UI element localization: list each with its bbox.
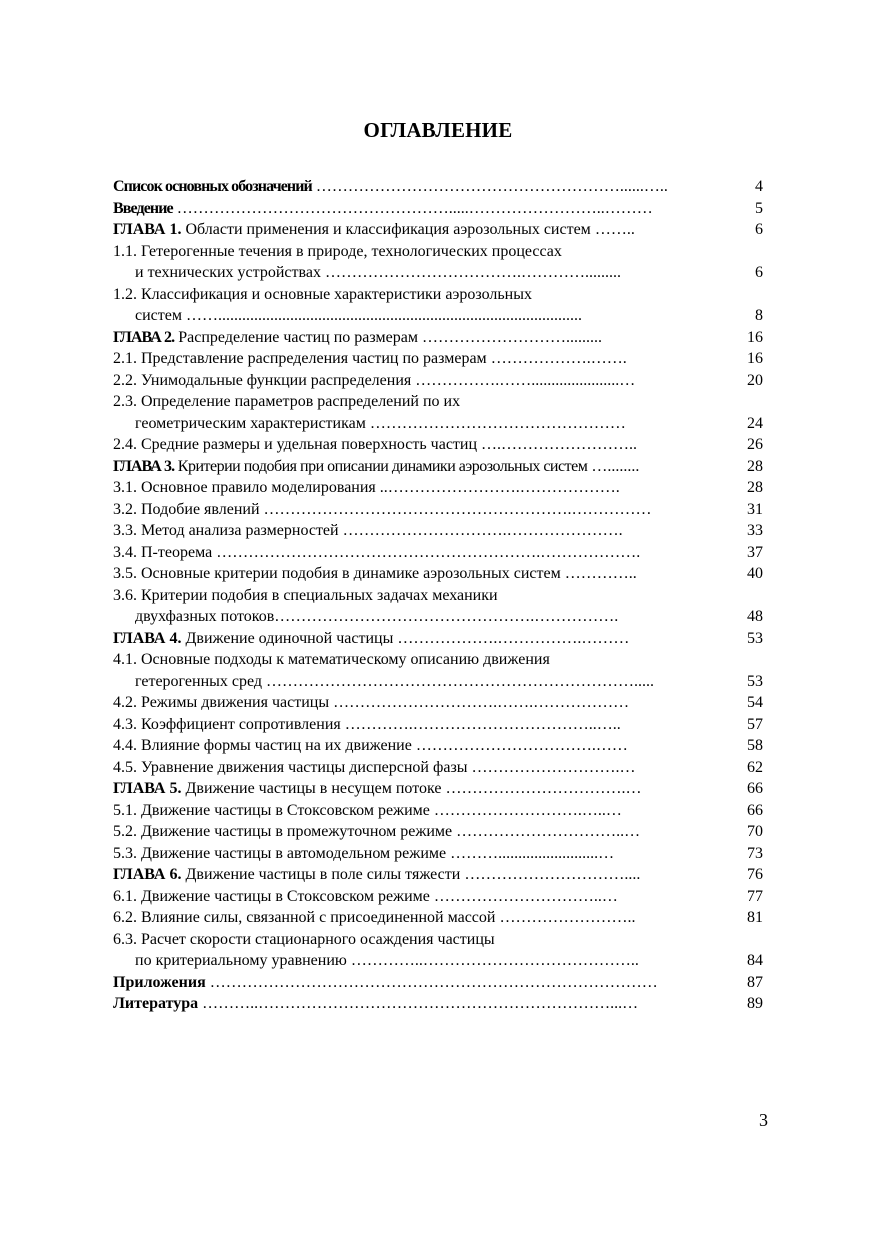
toc-entry-leader: …........ bbox=[587, 457, 640, 475]
toc-entry-label: 5.3. Движение частицы в автомодельном режиме bbox=[113, 844, 447, 862]
toc-entry-page: 5 bbox=[755, 199, 763, 217]
toc-entry-label: Распределение частиц по размерам bbox=[174, 328, 418, 346]
toc-entry-leader: ………………………….... bbox=[460, 866, 641, 883]
toc-entry-page: 57 bbox=[747, 715, 763, 733]
toc-entry-label: Области применения и классификация аэрозольных систем bbox=[181, 221, 591, 238]
toc-entry-bold-label: ГЛАВА 2. bbox=[113, 328, 175, 346]
toc-entry-bold-label: ГЛАВА 3. bbox=[113, 457, 175, 475]
toc-entry-text bbox=[113, 864, 723, 886]
toc-entry-page: 66 bbox=[747, 780, 763, 797]
toc-entry[interactable] bbox=[113, 606, 763, 628]
toc-entry-page: 89 bbox=[747, 995, 763, 1012]
toc-entry-page: 26 bbox=[747, 436, 763, 453]
toc-entry-text bbox=[113, 886, 723, 908]
toc-entry-page: 4 bbox=[755, 178, 763, 195]
toc-entry-page: 40 bbox=[747, 565, 763, 582]
toc-entry[interactable] bbox=[113, 563, 763, 585]
toc-entry-bold-label: Литература bbox=[113, 995, 199, 1012]
toc-entry-text bbox=[135, 262, 723, 284]
toc-entry[interactable] bbox=[113, 241, 763, 263]
toc-entry-leader: ….…………………….. bbox=[477, 436, 638, 453]
toc-entry-bold-label: ГЛАВА 1. bbox=[113, 221, 182, 238]
toc-entry[interactable] bbox=[113, 327, 763, 349]
toc-entry-leader: …………………………….…… bbox=[411, 737, 628, 754]
toc-entry-page: 70 bbox=[747, 823, 763, 840]
toc-entry-page: 53 bbox=[747, 672, 763, 690]
toc-entry-text bbox=[113, 284, 723, 306]
toc-entry-label: Движение одиночной частицы bbox=[181, 629, 394, 647]
toc-entry[interactable] bbox=[113, 950, 763, 972]
toc-entry-page: 87 bbox=[747, 973, 763, 991]
toc-entry-text bbox=[135, 305, 723, 327]
toc-entry-text bbox=[113, 542, 723, 564]
toc-entry-text bbox=[113, 585, 723, 607]
toc-entry-text bbox=[135, 606, 723, 628]
toc-entry-text bbox=[113, 649, 723, 671]
toc-entry-page: 8 bbox=[755, 307, 763, 324]
toc-entry-bold-label: Список основных обозначений bbox=[113, 178, 312, 195]
toc-entry-text bbox=[113, 972, 723, 994]
toc-entry-label: Движение частицы в поле силы тяжести bbox=[181, 866, 461, 883]
toc-entry-leader: ………………………………………………………………………… bbox=[205, 973, 658, 991]
toc-entry-label: двухфазных потоков bbox=[135, 608, 275, 625]
toc-entry-label: 2.3. Определение параметров распределений по их bbox=[113, 393, 461, 410]
toc-entry-leader: …………………….. bbox=[495, 909, 636, 926]
toc-entry-text bbox=[113, 563, 723, 585]
toc-entry-text bbox=[113, 348, 723, 370]
toc-entry-label: 3.3. Метод анализа размерностей bbox=[113, 522, 339, 539]
toc-entry[interactable] bbox=[113, 714, 763, 736]
toc-entry-leader: ……….........................… bbox=[446, 844, 615, 862]
toc-entry-text bbox=[113, 714, 723, 736]
toc-entry-label: систем bbox=[135, 307, 182, 324]
toc-entry-text bbox=[113, 800, 723, 822]
toc-entry-page: 77 bbox=[747, 887, 763, 905]
toc-entry[interactable] bbox=[113, 413, 763, 435]
toc-entry[interactable] bbox=[113, 692, 763, 714]
toc-entry-leader: …….. bbox=[590, 221, 635, 238]
toc-entry[interactable] bbox=[113, 284, 763, 306]
toc-entry-leader: ………………………………………………….…………… bbox=[259, 500, 652, 518]
toc-entry-leader: ……………………….… bbox=[467, 758, 636, 776]
toc-entry-text bbox=[135, 413, 723, 435]
toc-entry[interactable] bbox=[113, 821, 763, 843]
toc-entry-label: 2.2. Унимодальные функции распределения bbox=[113, 371, 412, 389]
toc-entry-page: 6 bbox=[755, 264, 763, 281]
toc-entry-page: 33 bbox=[747, 522, 763, 539]
toc-entry-label: 6.1. Движение частицы в Стоксовском режиме bbox=[113, 887, 430, 905]
toc-entry-label: Критерии подобия при описании динамики аэрозольных систем bbox=[174, 457, 588, 475]
toc-entry-label: 3.2. Подобие явлений bbox=[113, 500, 260, 518]
toc-entry[interactable] bbox=[113, 262, 763, 284]
toc-entry-text bbox=[113, 628, 723, 650]
toc-entry[interactable] bbox=[113, 219, 763, 241]
toc-entry-page: 62 bbox=[747, 758, 763, 776]
toc-entry-leader: ………………………......... bbox=[417, 328, 602, 346]
toc-entry-label: 3.1. Основное правило моделирования bbox=[113, 479, 376, 496]
toc-entry[interactable] bbox=[113, 348, 763, 370]
toc-entry-bold-label: Приложения bbox=[113, 973, 206, 991]
toc-entry-page: 54 bbox=[747, 694, 763, 711]
toc-entry-page: 48 bbox=[747, 608, 763, 625]
toc-entry-page: 73 bbox=[747, 844, 763, 862]
toc-entry[interactable] bbox=[113, 671, 763, 693]
toc-entry-label: 5.1. Движение частицы в Стоксовском режиме bbox=[113, 801, 430, 819]
toc-entry[interactable] bbox=[113, 391, 763, 413]
toc-entry-leader: …………………………………………….....……………………..……… bbox=[172, 199, 653, 217]
toc-entry-leader: ……………….……. bbox=[486, 350, 627, 367]
toc-entry-page: 53 bbox=[747, 629, 763, 647]
toc-entry-leader: …………………………………………………….………………. bbox=[212, 543, 641, 561]
toc-entry-leader: ..…………………….………………. bbox=[375, 479, 620, 496]
toc-entry-text bbox=[113, 370, 723, 392]
toc-entry[interactable] bbox=[113, 735, 763, 757]
toc-entry-label: 4.1. Основные подходы к математическому описанию движения bbox=[113, 651, 550, 668]
toc-entry-label: по критериальному уравнению bbox=[135, 952, 347, 969]
toc-entry-text bbox=[113, 391, 723, 413]
toc-entry[interactable] bbox=[113, 370, 763, 392]
page-number: 3 bbox=[759, 1110, 768, 1130]
toc-entry[interactable] bbox=[113, 585, 763, 607]
toc-entry[interactable] bbox=[113, 477, 763, 499]
toc-entry-leader: …………………………..… bbox=[429, 887, 618, 905]
toc-entry-label: 4.4. Влияние формы частиц на их движение bbox=[113, 737, 412, 754]
toc-entry[interactable] bbox=[113, 972, 763, 994]
toc-entry[interactable] bbox=[113, 886, 763, 908]
toc-entry[interactable] bbox=[113, 628, 763, 650]
toc-entry[interactable] bbox=[113, 993, 763, 1015]
toc-entry-label: 2.4. Средние размеры и удельная поверхность частиц bbox=[113, 436, 478, 453]
toc-entry-leader: ………………………………………….……………. bbox=[274, 608, 619, 625]
toc-entry-page: 24 bbox=[747, 414, 763, 432]
toc-entry[interactable] bbox=[113, 456, 763, 478]
toc-entry-text bbox=[113, 198, 723, 220]
toc-entry-text bbox=[113, 219, 723, 241]
toc-entry-leader: ……………………….…..… bbox=[429, 801, 622, 819]
toc-entry-text bbox=[113, 456, 723, 478]
toc-entry-page: 84 bbox=[747, 952, 763, 969]
toc-entry-label: 4.2. Режимы движения частицы bbox=[113, 694, 330, 711]
toc-entry[interactable] bbox=[113, 864, 763, 886]
toc-entry[interactable] bbox=[113, 198, 763, 220]
toc-entry-text bbox=[113, 735, 723, 757]
toc-entry-label: 3.4. П-теорема bbox=[113, 543, 213, 561]
toc-entry[interactable] bbox=[113, 434, 763, 456]
toc-entry-page: 20 bbox=[747, 371, 763, 389]
toc-entry-bold-label: ГЛАВА 5. bbox=[113, 780, 182, 797]
toc-entry-page: 6 bbox=[755, 221, 763, 238]
toc-entry-page: 58 bbox=[747, 737, 763, 754]
toc-entry-text bbox=[135, 950, 723, 972]
toc-entry-leader: …………………………..… bbox=[452, 823, 641, 840]
toc-entry-text bbox=[113, 993, 723, 1015]
toc-entry-label: 6.2. Влияние силы, связанной с присоединенной массой bbox=[113, 909, 496, 926]
toc-entry-leader: …………..………………………………….. bbox=[346, 952, 639, 969]
toc-entry-leader: ……........................................................................................... bbox=[181, 307, 582, 324]
toc-entry-leader: ………….. bbox=[560, 565, 637, 582]
toc-entry-label: гетерогенных сред bbox=[135, 672, 263, 690]
toc-entry-text bbox=[113, 757, 723, 779]
toc-entry-text bbox=[113, 692, 723, 714]
toc-entry-text bbox=[113, 327, 723, 349]
toc-entry-leader: ………….……………………………..….. bbox=[340, 715, 621, 733]
toc-entry[interactable] bbox=[113, 176, 763, 198]
toc-entry-leader: ………………………………………… bbox=[365, 414, 626, 432]
toc-entry-bold-label: ГЛАВА 4. bbox=[113, 629, 182, 647]
toc-entry-page: 16 bbox=[747, 350, 763, 367]
toc-entry-leader: ……………………………….…………......... bbox=[320, 264, 621, 281]
toc-entry-leader: …………….……......................… bbox=[411, 371, 636, 389]
toc-entry-label: 2.1. Представление распределения частиц по размерам bbox=[113, 350, 487, 367]
toc-entry[interactable] bbox=[113, 542, 763, 564]
toc-entry[interactable] bbox=[113, 778, 763, 800]
toc-entry-label: 4.5. Уравнение движения частицы дисперсной фазы bbox=[113, 758, 468, 776]
toc-entry-label: Движение частицы в несущем потоке bbox=[181, 780, 442, 797]
toc-entry-label: 3.6. Критерии подобия в специальных задачах механики bbox=[113, 586, 498, 604]
toc-entry-leader: ……………….…………….……… bbox=[393, 629, 630, 647]
toc-entry[interactable] bbox=[113, 757, 763, 779]
toc-entry-text bbox=[113, 241, 723, 263]
toc-entry[interactable] bbox=[113, 907, 763, 929]
toc-entry-label: 1.2. Классификация и основные характеристики аэрозольных bbox=[113, 285, 532, 303]
toc-entry-page: 66 bbox=[747, 801, 763, 819]
toc-entry-text bbox=[113, 434, 723, 456]
toc-entry-text bbox=[113, 499, 723, 521]
toc-entry[interactable] bbox=[113, 499, 763, 521]
toc-entry-label: 1.1. Гетерогенные течения в природе, технологических процессах bbox=[113, 242, 562, 260]
toc-entry-label: геометрическим характеристикам bbox=[135, 414, 366, 432]
toc-entry-page: 81 bbox=[747, 909, 763, 926]
toc-entry-bold-label: ГЛАВА 6. bbox=[113, 866, 182, 883]
toc-entry[interactable] bbox=[113, 649, 763, 671]
toc-entry-page: 37 bbox=[747, 543, 763, 561]
toc-entry-text bbox=[113, 176, 723, 198]
toc-title: ОГЛАВЛЕНИЕ bbox=[363, 118, 513, 142]
table-of-contents bbox=[113, 176, 763, 1015]
toc-entry-label: 3.5. Основные критерии подобия в динамике аэрозольных систем bbox=[113, 565, 561, 582]
toc-entry[interactable] bbox=[113, 305, 763, 327]
toc-entry-leader: ………………………….…….……………… bbox=[329, 694, 630, 711]
toc-entry-text bbox=[113, 821, 723, 843]
toc-entry-leader: …………………………….… bbox=[441, 780, 642, 797]
toc-entry[interactable] bbox=[113, 520, 763, 542]
toc-entry-text bbox=[113, 520, 723, 542]
toc-entry[interactable] bbox=[113, 800, 763, 822]
toc-entry-leader: ……………………………………………………………..... bbox=[262, 672, 655, 690]
toc-entry-text bbox=[113, 907, 723, 929]
toc-entry-label: 5.2. Движение частицы в промежуточном режиме bbox=[113, 823, 453, 840]
toc-entry-label: и технических устройствах bbox=[135, 264, 321, 281]
toc-entry-text bbox=[113, 929, 723, 951]
toc-entry-label: 4.3. Коэффициент сопротивления bbox=[113, 715, 341, 733]
toc-entry-text bbox=[113, 477, 723, 499]
toc-entry-page: 16 bbox=[747, 328, 763, 346]
toc-entry-page: 28 bbox=[747, 479, 763, 496]
toc-entry[interactable] bbox=[113, 843, 763, 865]
toc-entry-page: 28 bbox=[747, 457, 763, 475]
toc-entry-label: 6.3. Расчет скорости стационарного осаждения частицы bbox=[113, 930, 495, 948]
toc-entry[interactable] bbox=[113, 929, 763, 951]
toc-entry-page: 31 bbox=[747, 500, 763, 518]
toc-entry-text bbox=[135, 671, 723, 693]
toc-entry-text bbox=[113, 778, 723, 800]
toc-entry-page: 76 bbox=[747, 866, 763, 883]
toc-entry-bold-label: Введение bbox=[113, 199, 173, 217]
toc-entry-leader: ………………………….…………………. bbox=[338, 522, 623, 539]
toc-entry-leader: ………..…………………………………………………………...… bbox=[198, 995, 639, 1012]
toc-entry-leader: …………………………………………………......….. bbox=[311, 178, 668, 195]
toc-entry-text bbox=[113, 843, 723, 865]
